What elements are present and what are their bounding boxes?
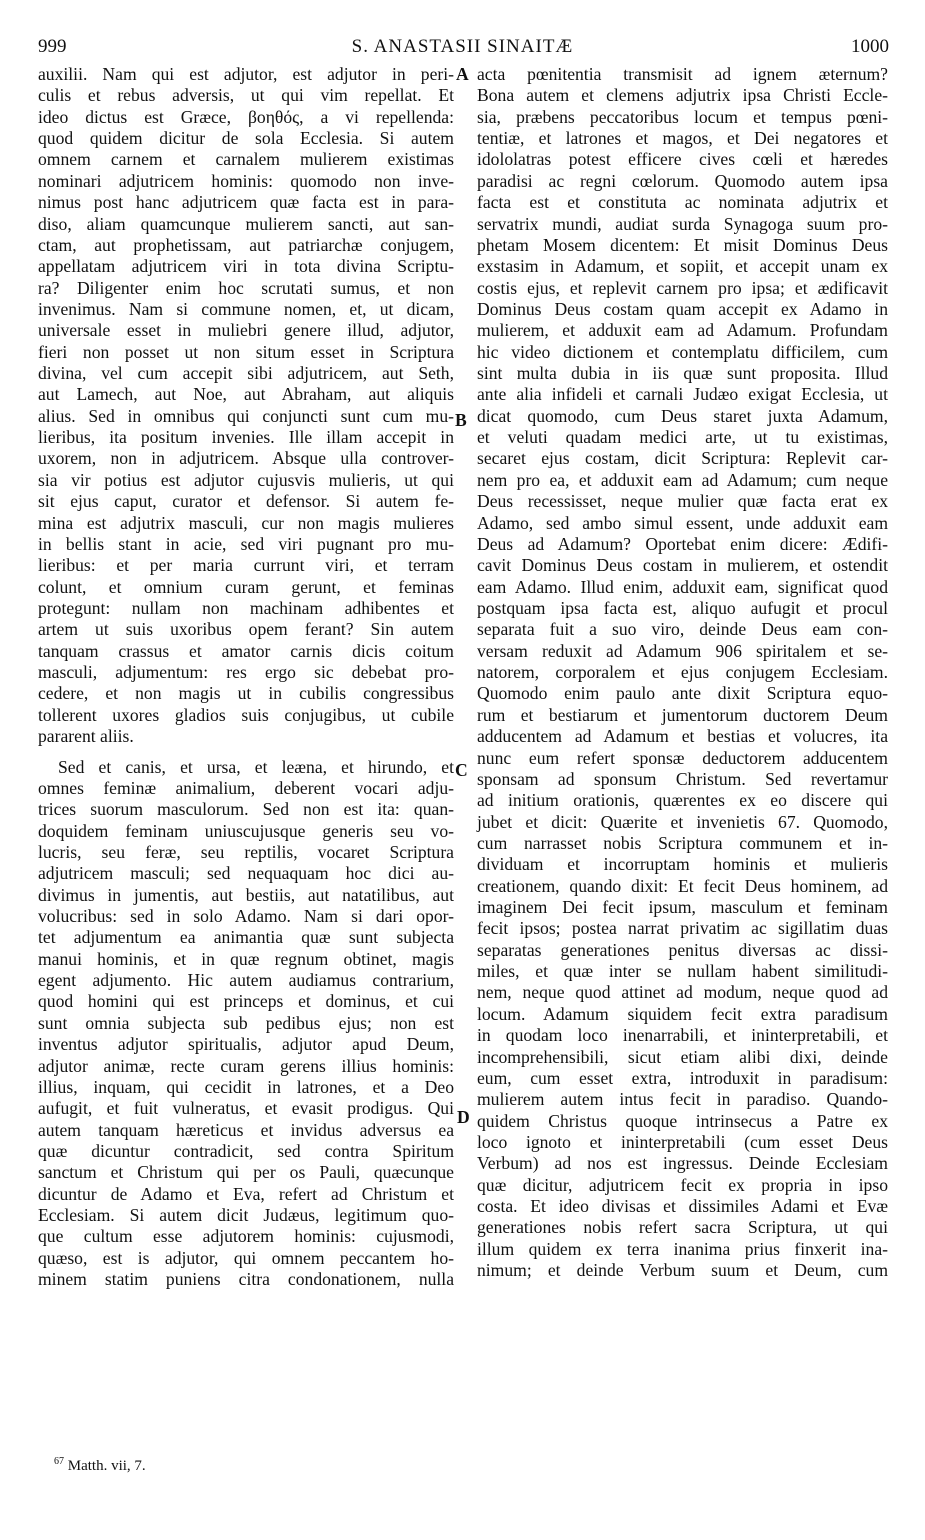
text-line: postquam ipsa facta est, aliquo aufugit et procul (477, 597, 888, 618)
text-line: lieribus, ita positum invenies. Ille illam accepit in (38, 427, 454, 448)
text-line: in quodam loco inenarrabili, et ininterpretabili, et (477, 1025, 888, 1046)
text-line: separata fuit a suo viro, deinde Deus eam con- (477, 619, 888, 640)
text-line: dividuam et incorruptam hominis et mulieris (477, 854, 888, 875)
text-line: protegunt: nullam non machinam adhibentes et (38, 597, 454, 618)
text-line: nominari adjutricem hominis: quomodo non inve- (38, 170, 454, 191)
text-line: masculi, adjumentum: res ergo sic debebat pro- (38, 662, 454, 683)
text-line: nimum; et deinde Verbum suum et Deum, cum (477, 1260, 888, 1281)
text-line: Ecclesiam. Si autem dicit Judæus, legitimum quo- (38, 1205, 454, 1226)
text-line: adducentem ad Adamum et bestias et volucres, ita (477, 726, 888, 747)
text-line: facta est et constituta ac nominata adjutrix et (477, 192, 888, 213)
text-line: egent adjumento. Hic autem audiamus contrarium, (38, 970, 454, 991)
text-line: sanctum et Christum qui per os Pauli, quæcunque (38, 1162, 454, 1183)
text-line: trices suorum masculorum. Sed non est ita: quan- (38, 799, 454, 820)
text-line: lieribus: et per maria currunt viri, et terram (38, 555, 454, 576)
text-line: aufugit, et fuit vulneratus, et evasit prodigus. Qui (38, 1098, 454, 1119)
text-line: alius. Sed in omnibus qui conjuncti sunt cum mu- (38, 405, 454, 426)
text-line: artem ut suis uxoribus opem ferant? Sin autem (38, 619, 454, 640)
right-text-column (477, 64, 888, 1281)
text-line: quod homini qui est princeps et dominus, et cui (38, 991, 454, 1012)
text-line: quidem Christus quoque intrinsecus a Patre ex (477, 1110, 888, 1131)
text-line: separatas generationes penitus diversas ac dissi- (477, 939, 888, 960)
text-line: rum et bestiarum et jumentorum ductorem Deum (477, 704, 888, 725)
text-line: natorem, corporalem et ejus conjugem Ecclesiam. (477, 662, 888, 683)
text-line: imaginem Dei fecit ipsum, masculum et feminam (477, 897, 888, 918)
text-line: tanquam crassus et amator carnis dicis coitum (38, 640, 454, 661)
text-line: diso, aliam quamcunque mulierem sancti, aut san- (38, 213, 454, 234)
text-line: volucribus: sed in solo Adamo. Nam si dari opor- (38, 906, 454, 927)
text-line: mulierem autem intus fecit in paradiso. Quando- (477, 1089, 888, 1110)
text-line: quæ dicitur, adjutricem fecit ex propria in ipso (477, 1174, 888, 1195)
text-line: quæ dicuntur contradicit, sed contra Spiritum (38, 1140, 454, 1161)
text-line: illum quidem ex terra inanima prius finxerit ina- (477, 1238, 888, 1259)
text-line: eum, cum esset extra, introduxit in paradisum: (477, 1067, 888, 1088)
text-line: divimus in jumentis, aut bestiis, aut natatilibus, aut (38, 884, 454, 905)
text-line: sit ejus caput, curator et defensor. Si autem fe- (38, 491, 454, 512)
text-line: culis et rebus adversis, ut qui vim repellat. Et (38, 85, 454, 106)
text-line: cavit Dominus Deus costam in mulierem, et ostendit (477, 555, 888, 576)
text-line: nem pro ea, et adduxit eam ad Adamum; cum neque (477, 469, 888, 490)
text-line: adjutricem masculi; sed nequaquam hoc dici au- (38, 863, 454, 884)
text-line: Adamo, sed ambo simul essent, unde adduxit eam (477, 512, 888, 533)
text-line: cedere, et non magis ut in cubilis congressibus (38, 683, 454, 704)
text-line: Verbum) ad nos est ingressus. Deinde Ecclesiam (477, 1153, 888, 1174)
text-line: autem tanquam hæreticus et invidus adversus ea (38, 1119, 454, 1140)
text-line: fieri non posset ut non situm esset in Scriptura (38, 341, 454, 362)
text-line: secaret ejus costam, dicit Scriptura: Replevit car- (477, 448, 888, 469)
text-line: tollerent uxores gladios suis conjugibus, ut cubile (38, 704, 454, 725)
text-line: que cultum esse adjutorem hominis: cujusmodi, (38, 1226, 454, 1247)
text-line: illius, inquam, qui cecidit in latrones, et a Deo (38, 1076, 454, 1097)
footnote-text: Matth. vii, 7. (67, 1458, 146, 1474)
margin-marker-a: A (456, 64, 469, 84)
text-line: auxilii. Nam qui est adjutor, est adjutor in peri- (38, 64, 454, 84)
text-line: manui hominis, et in quæ regnum obtinet, magis (38, 948, 454, 969)
text-line: universale esset in muliebri genere illud, adjutor, (38, 320, 454, 341)
text-line: tet adjumentum ea animantia quæ sunt subjecta (38, 927, 454, 948)
text-line: idololatras potest efficere cives cœli et hæredes (477, 149, 888, 170)
text-line: quæso, est is adjutor, qui omnem peccantem ho- (38, 1247, 454, 1268)
text-line: servatrix mundi, audiat surda Synagoga suum pro- (477, 213, 888, 234)
text-line: loco ignoto et ininterpretabili (cum esset Deus (477, 1131, 888, 1152)
text-line: Sed et canis, et ursa, et leæna, et hirundo, et (58, 756, 454, 777)
text-line: creationem, quando dixit: Et fecit Deus hominem, ad (477, 875, 888, 896)
text-line: nunc eum refert sponsæ deductorem adducentem (477, 747, 888, 768)
text-line: Deus ad Adamum? Oportebat enim dicere: Ædifi- (477, 533, 888, 554)
text-line: in bellis stant in acie, sed viri pugnant pro mu- (38, 533, 454, 554)
text-line: Quomodo enim paulo ante dixit Scriptura equo- (477, 683, 888, 704)
text-line: ad initium orationis, quærentes ex eo discere qui (477, 790, 888, 811)
text-line: ctam, aut prophetissam, aut patriarchæ conjugem, (38, 234, 454, 255)
text-line: ra? Diligenter enim hoc scrutati sumus, et non (38, 277, 454, 298)
text-line: hic video dictionem et contemplatu difficilem, cum (477, 341, 888, 362)
text-line: paradisi ac regni cœlorum. Quomodo autem ipsa (477, 170, 888, 191)
text-line: doquidem feminam uniuscujusque generis seu vo- (38, 820, 454, 841)
text-line: miles, et quæ inter se nullam habent similitudi- (477, 961, 888, 982)
text-line: jubet et dicit: Quærite et invenietis 67. Quomodo, (477, 811, 888, 832)
text-line: nimus post hanc adjutricem quæ facta est in para- (38, 192, 454, 213)
text-line: ideo dictus est Græce, βοηθός, a vi repellenda: (38, 106, 454, 127)
text-line: omnes feminæ animalium, deberent vocari adju- (38, 777, 454, 798)
text-line: divina, vel cum accepit sibi adjutricem, aut Seth, (38, 363, 454, 384)
text-line: dicat quomodo, cum Deus staret juxta Adamum, (477, 405, 888, 426)
text-line: phetam Mosem dicentem: Et misit Dominus Deus (477, 234, 888, 255)
margin-marker-b: B (455, 410, 467, 430)
text-line: eam Adamo. Illud enim, adduxit eam, significat quod (477, 576, 888, 597)
text-line: uxorem, non in adjutricem. Absque ulla controver- (38, 448, 454, 469)
text-line: mulierem, et adduxit eam ad Adamum. Profundam (477, 320, 888, 341)
page-number-left: 999 (38, 36, 67, 57)
text-line: et veluti quadam medici arte, ut tu existimas, (477, 427, 888, 448)
text-line: fecit ipsos; postea narrat privatim ac sigillatim duas (477, 918, 888, 939)
text-line: ante alia infideli et carnali Judæo exigat Ecclesia, ut (477, 384, 888, 405)
footnote-number: 67 (54, 1456, 64, 1467)
text-line: sint multa dubia in iis quæ sunt proposita. Illud (477, 363, 888, 384)
text-line: sunt omnia subjecta sub pedibus ejus; non est (38, 1012, 454, 1033)
text-line: pararent aliis. (38, 726, 134, 747)
text-line: costis ejus, et replevit carnem pro ipsa; et ædificavit (477, 277, 888, 298)
left-text-column (38, 64, 454, 1290)
text-line: Bona autem et clemens adjutrix ipsa Christi Eccle- (477, 85, 888, 106)
text-line: inventus adjutor spiritualis, adjutor apud Deum, (38, 1034, 454, 1055)
text-line: Dominus Deus costam quam accepit ex Adamo in (477, 298, 888, 319)
text-line: dicuntur de Adamo et Eva, refert ad Christum et (38, 1183, 454, 1204)
text-line: quod quidem dicitur de sola Ecclesia. Si autem (38, 128, 454, 149)
text-line: acta pœnitentia transmisit ad ignem æternum? (477, 64, 888, 84)
page-number-right: 1000 (851, 36, 889, 57)
text-line: sia vir potius est adjutor cujusvis mulieris, ut qui (38, 469, 454, 490)
text-line: versam reduxit ad Adamum 906 spiritalem et se- (477, 640, 888, 661)
margin-marker-c: C (455, 760, 468, 780)
text-line: colunt, et omnium curam gerunt, et feminas (38, 576, 454, 597)
text-line: exstasim in Adamum, et sopiit, et accepit unam ex (477, 256, 888, 277)
text-line: sponsam ad sponsum Christum. Sed revertamur (477, 768, 888, 789)
text-line: generationes nobis refert sacra Scriptura, ut qui (477, 1217, 888, 1238)
text-line: adjutor animæ, recte curam gerens illius hominis: (38, 1055, 454, 1076)
text-line: locum. Adamum siquidem fecit extra paradisum (477, 1003, 888, 1024)
margin-marker-d: D (457, 1107, 470, 1127)
text-line: minem statim puniens citra condonationem, nulla (38, 1269, 454, 1290)
text-line: invenimus. Nam si commune nomen, et, ut dicam, (38, 298, 454, 319)
text-line: costa. Et ideo divisas et dissimiles Adami et Evæ (477, 1196, 888, 1217)
text-line: sia, præbens peccatoribus locum et tempus pœni- (477, 106, 888, 127)
footnote (54, 1452, 146, 1476)
text-line: tentiæ, et latrones et magos, et Dei negatores et (477, 128, 888, 149)
text-line: lucris, seu feræ, seu reptilis, vocaret Scriptura (38, 841, 454, 862)
text-line: nem, neque quod attinet ad modum, neque quod ad (477, 982, 888, 1003)
text-line: cum narrasset nobis Scriptura communem et in- (477, 832, 888, 853)
text-line: Deus recessisset, neque mulier quæ facta erat ex (477, 491, 888, 512)
text-line: aut Lamech, aut Noe, aut Abraham, aut aliquis (38, 384, 454, 405)
text-line: mina est adjutrix masculi, cur non magis mulieres (38, 512, 454, 533)
running-title: S. ANASTASII SINAITÆ (351, 36, 574, 57)
text-line: omnem carnem et carnalem mulierem existimas (38, 149, 454, 170)
text-line: incomprehensibili, sicut etiam alibi dixi, deinde (477, 1046, 888, 1067)
text-line: appellatam adjutricem viri in tota divina Scriptu- (38, 256, 454, 277)
